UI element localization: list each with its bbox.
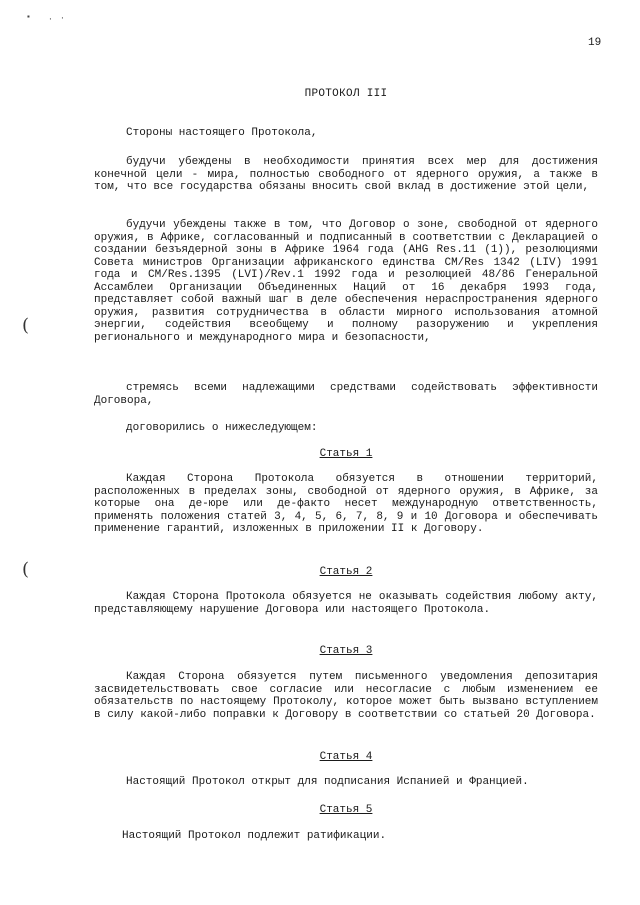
- article-4-text: Настоящий Протокол открыт для подписания Испанией и Францией.: [126, 776, 529, 788]
- recital-2: будучи убеждены также в том, что Договор о зоне, свободной от ядерного оружия, в Африке, согласованный и подписанный в соответствии с Декларацией о создании безъядерной зоны в Африке 1964 года (AHG Res.11 (1)), резолюциями Совета министров Организации африканского единства CM/Res 1342 (LIV) 1991 года и CM/Res.1395 (LVI)/Rev.1 1992 года и резолюцией 48/86 Генеральной Ассамблеи Организации Объединенных Наций от 16 декабря 1993 года, представляет собой важный шаг в деле обеспечения нераспространения ядерного оружия, развития сотрудничества в области мирного использования атомной энергии, содействия всеобщему и полному разоружению и укрепления регионального и международного мира и безопасности,: [94, 219, 598, 344]
- preamble-intro: Стороны настоящего Протокола,: [126, 127, 318, 139]
- article-1-text: Каждая Сторона Протокола обязуется в отношении территорий, расположенных в пределах зоны, свободной от ядерного оружия, в Африке, за которые она де-юре или де-факто несет международную ответственность, применять положения статей 3, 4, 5, 6, 7, 8, 9 и 10 Договора и обеспечивать применение гарантий, изложенных в приложении II к Договору.: [94, 473, 598, 535]
- article-2-text: Каждая Сторона Протокола обязуется не оказывать содействия любому акту, представляющему нарушение Договора или настоящего Протокола.: [94, 591, 598, 616]
- article-5-heading: Статья 5: [319, 804, 373, 816]
- margin-bracket-mark-2: (: [22, 559, 30, 580]
- article-5-text: Настоящий Протокол подлежит ратификации.: [122, 830, 387, 842]
- article-2-heading: Статья 2: [319, 566, 373, 578]
- scan-speck-1: ▪: [26, 13, 31, 22]
- scan-speck-3: ·: [60, 14, 65, 23]
- scan-speck-2: ·: [48, 15, 53, 24]
- article-3-text: Каждая Сторона обязуется путем письменного уведомления депозитария засвидетельствовать свое согласие или несогласие с любым изменением ее обязательств по настоящему Протоколу, которое может быть вызвано вступлением в силу какой-либо поправки к Договору в соответствии со статьей 20 Договора.: [94, 671, 598, 721]
- article-4-heading: Статья 4: [319, 751, 373, 763]
- article-1-heading: Статья 1: [319, 448, 373, 460]
- recital-1: будучи убеждены в необходимости принятия всех мер для достижения конечной цели - мира, полностью свободного от ядерного оружия, а также в том, что все государства обязаны вносить свой вклад в достижение этой цели,: [94, 156, 598, 193]
- page-number: 19: [588, 37, 602, 49]
- protocol-title: ПРОТОКОЛ III: [304, 88, 388, 100]
- agreement-clause: договорились о нижеследующем:: [126, 422, 318, 434]
- article-3-heading: Статья 3: [319, 645, 373, 657]
- recital-3: стремясь всеми надлежащими средствами содействовать эффективности Договора,: [94, 382, 598, 407]
- margin-bracket-mark-1: (: [22, 315, 30, 336]
